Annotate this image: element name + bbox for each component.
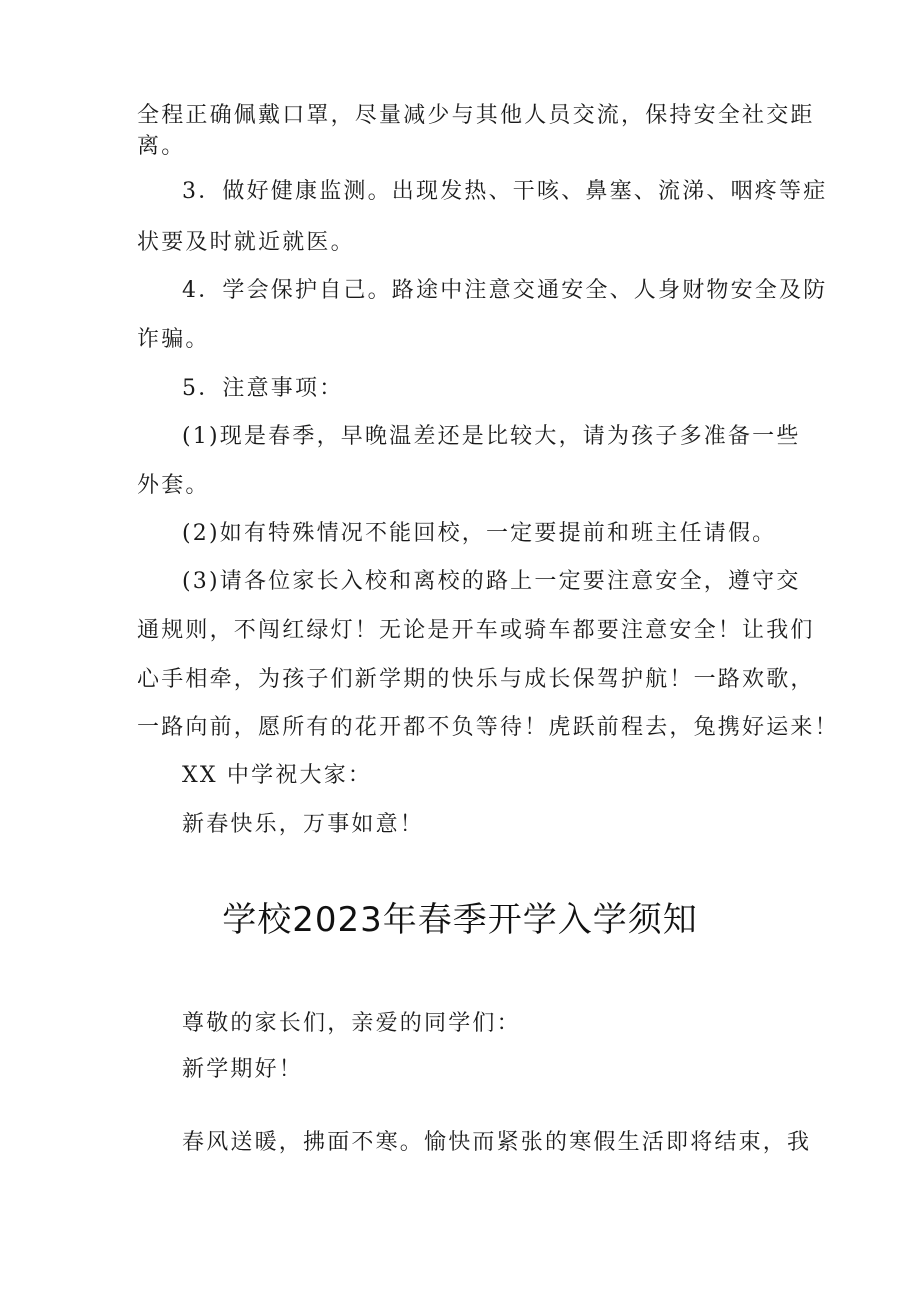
closing-from: XX 中学祝大家： [182,763,373,788]
note1-line2: 外套。 [137,473,210,498]
note2-line1: (2)如有特殊情况不能回校，一定要提前和班主任请假。 [182,521,777,546]
item4-line1: 4．学会保护自己。路途中注意交通安全、人身财物安全及防 [182,278,828,303]
note1-line1: (1)现是春季，早晚温差还是比较大，请为孩子多准备一些 [182,424,801,449]
notice-title: 学校2023年春季开学入学须知 [222,900,698,940]
closing-wish: 新春快乐，万事如意！ [182,812,425,837]
item4-line2: 诈骗。 [137,327,210,352]
note3-line4: 一路向前，愿所有的花开都不负等待！虎跃前程去，兔携好运来！ [137,715,839,740]
item2-line1: 全程正确佩戴口罩，尽量减少与其他人员交流，保持安全社交距 [137,103,815,128]
item5-heading: 5．注意事项： [182,376,344,401]
greeting: 新学期好！ [182,1057,304,1082]
item3-line2: 状要及时就近就医。 [137,230,355,255]
salutation: 尊敬的家长们，亲爱的同学们： [182,1011,521,1036]
note3-line1: (3)请各位家长入校和离校的路上一定要注意安全，遵守交 [182,569,801,594]
note3-line2: 通规则，不闯红绿灯！无论是开车或骑车都要注意安全！让我们 [137,618,815,643]
para1-line1: 春风送暖，拂面不寒。愉快而紧张的寒假生活即将结束，我 [182,1130,812,1155]
note3-line3: 心手相牵，为孩子们新学期的快乐与成长保驾护航！一路欢歌， [137,667,815,692]
item2-line2: 离。 [137,134,186,159]
item3-line1: 3．做好健康监测。出现发热、干咳、鼻塞、流涕、咽疼等症 [182,179,828,204]
